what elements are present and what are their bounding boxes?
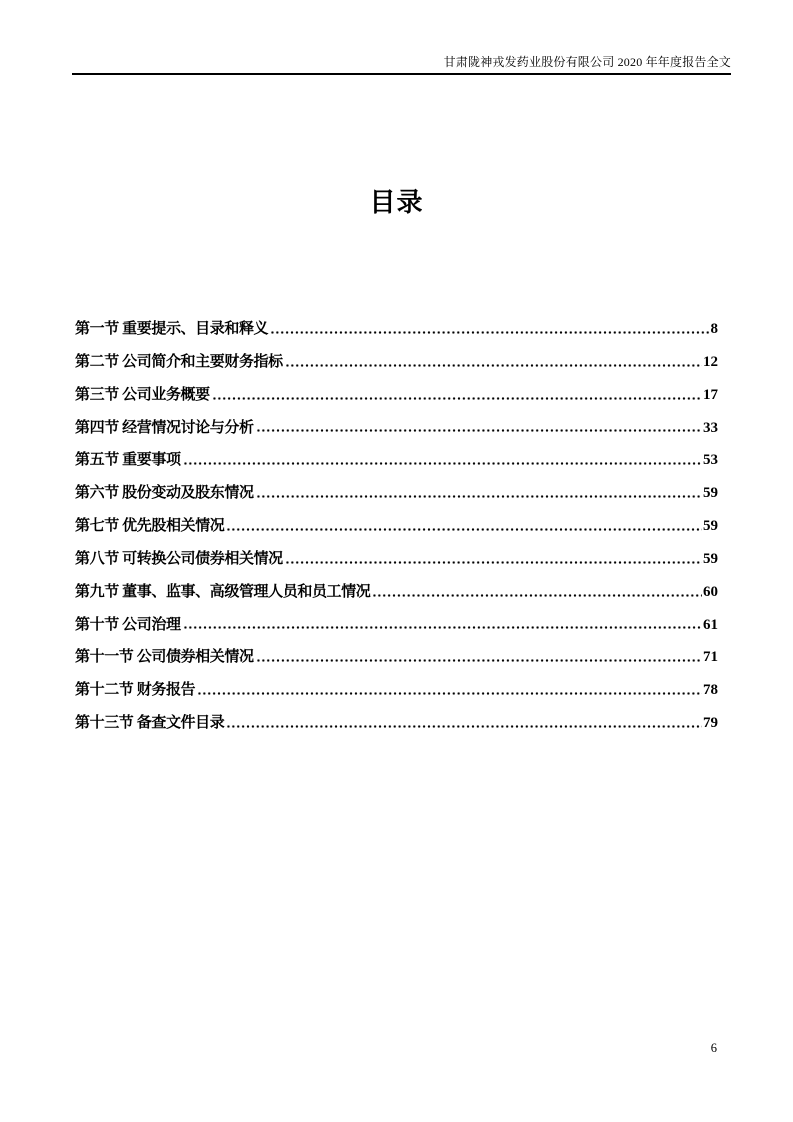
leader-dots: [285, 346, 702, 379]
toc-entry-label: 第十三节 备查文件目录: [75, 715, 225, 732]
leader-dots: [285, 543, 702, 576]
toc-entry-label: 第十二节 财务报告: [75, 682, 196, 699]
toc-entry[interactable]: [75, 576, 718, 609]
toc-entry-label: 第八节 可转换公司债券相关情况: [75, 550, 283, 567]
toc-entry[interactable]: [75, 346, 718, 379]
table-of-contents: [75, 313, 718, 740]
toc-entry-label: 第九节 董事、监事、高级管理人员和员工情况: [75, 583, 371, 600]
toc-entry-page: 33: [703, 419, 718, 436]
toc-entry-label: 第六节 股份变动及股东情况: [75, 485, 254, 502]
toc-entry[interactable]: [75, 510, 718, 543]
leader-dots: [270, 313, 709, 346]
toc-entry-page: 59: [703, 518, 718, 535]
leader-dots: [226, 510, 702, 543]
toc-entry[interactable]: [75, 379, 718, 412]
toc-entry[interactable]: [75, 412, 718, 445]
running-header: [72, 54, 731, 75]
toc-entry-page: 59: [703, 485, 718, 502]
toc-entry-page: 17: [703, 386, 718, 403]
toc-entry[interactable]: [75, 641, 718, 674]
toc-entry-label: 第二节 公司简介和主要财务指标: [75, 353, 283, 370]
toc-entry[interactable]: [75, 477, 718, 510]
toc-entry[interactable]: [75, 543, 718, 576]
footer-page-number: 6: [710, 1041, 717, 1055]
leader-dots: [256, 477, 702, 510]
toc-entry-page: 12: [703, 353, 718, 370]
toc-entry[interactable]: [75, 313, 718, 346]
toc-entry-page: 53: [703, 452, 718, 469]
leader-dots: [256, 641, 702, 674]
toc-entry-label: 第七节 优先股相关情况: [75, 518, 225, 535]
toc-entry-page: 8: [710, 321, 718, 337]
leader-dots: [183, 609, 702, 642]
toc-entry-page: 60: [703, 583, 718, 600]
leader-dots: [183, 444, 702, 477]
toc-entry[interactable]: [75, 609, 718, 642]
toc-entry-page: 79: [703, 715, 718, 732]
toc-entry[interactable]: [75, 707, 718, 740]
running-header-text: 甘肃陇神戎发药业股份有限公司 2020 年年度报告全文: [443, 55, 731, 69]
toc-entry-label: 第五节 重要事项: [75, 452, 181, 469]
leader-dots: [256, 412, 702, 445]
toc-entry-page: 71: [703, 649, 718, 666]
leader-dots: [372, 576, 702, 609]
toc-entry-label: 第十节 公司治理: [75, 616, 181, 633]
toc-entry-page: 78: [703, 682, 718, 699]
toc-entry-page: 61: [703, 616, 718, 633]
leader-dots: [226, 707, 702, 740]
toc-entry-label: 第十一节 公司债券相关情况: [75, 649, 254, 666]
toc-entry-label: 第四节 经营情况讨论与分析: [75, 419, 254, 436]
leader-dots: [212, 379, 702, 412]
toc-entry[interactable]: [75, 674, 718, 707]
toc-entry[interactable]: [75, 444, 718, 477]
toc-entry-label: 第三节 公司业务概要: [75, 386, 210, 403]
leader-dots: [197, 674, 702, 707]
page-title: 目录: [369, 188, 424, 217]
toc-entry-label: 第一节 重要提示、目录和释义: [75, 321, 269, 337]
toc-entry-page: 59: [703, 550, 718, 567]
